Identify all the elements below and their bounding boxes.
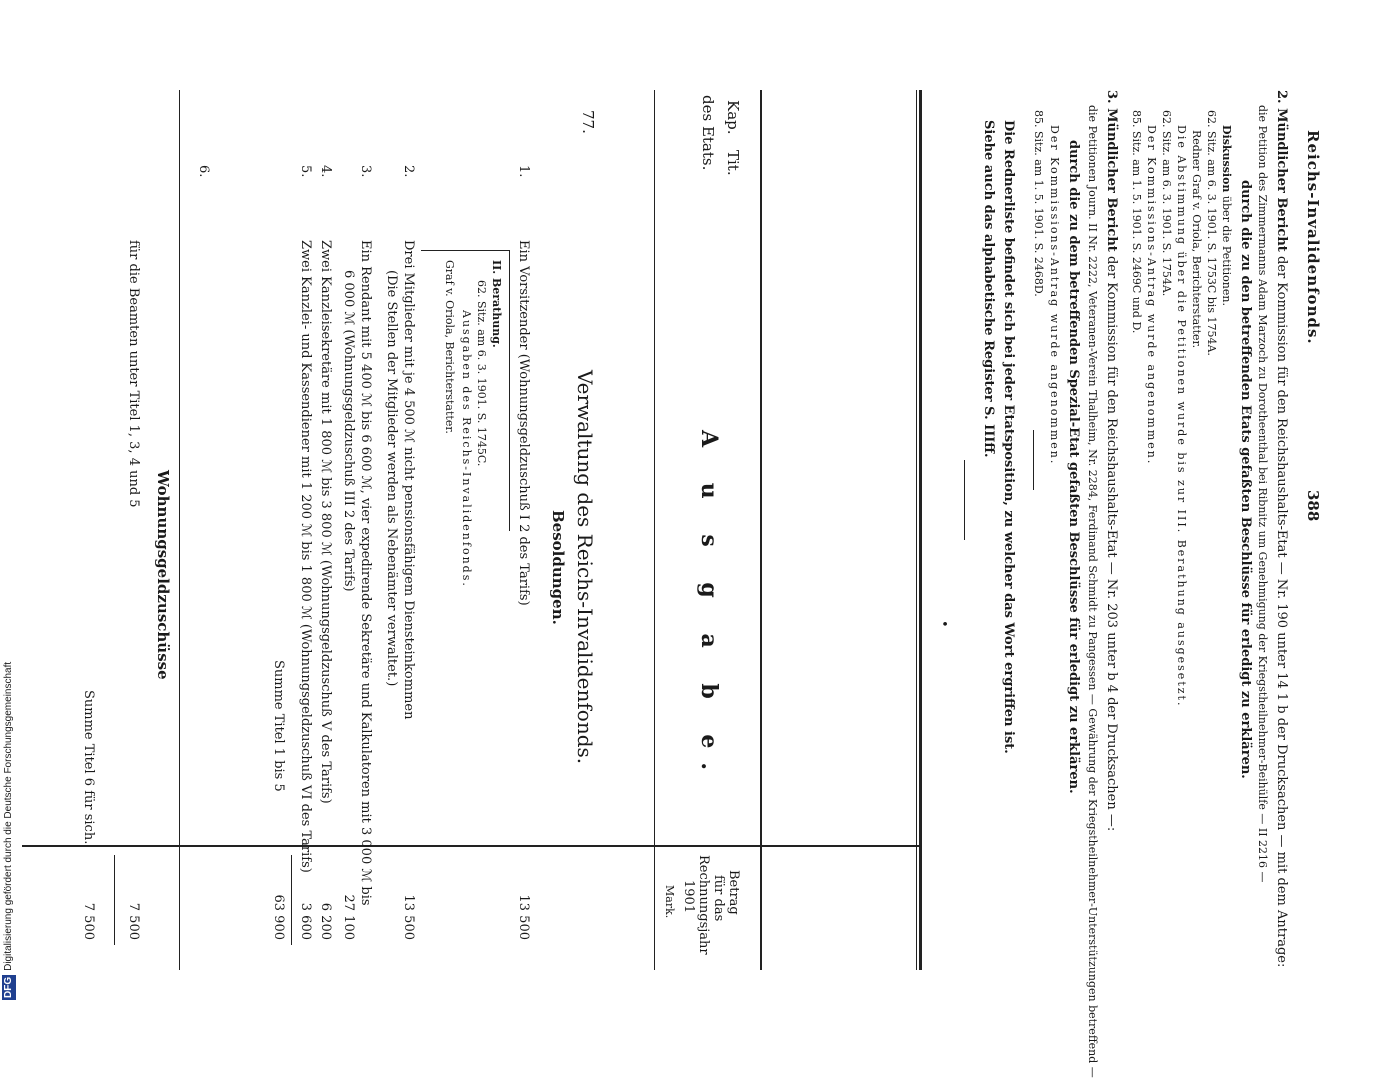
berathung-ausgaben: Ausgaben des Reichs-Invalidenfonds. [460, 310, 473, 588]
row6-tit: 6. [196, 165, 211, 178]
col-etat: des Etats. [699, 95, 717, 171]
berathung-berichterstatter: Graf v. Oriola, Berichterstatter. [443, 260, 456, 434]
item2-diskussion-label: Diskussion [1220, 125, 1233, 193]
table-header-rule-2 [654, 90, 655, 970]
row5-tit: 5. [298, 165, 313, 178]
divider-short [1033, 430, 1034, 490]
row2-text2: (Die Stellen der Mitglieder werden als Nebenämter verwaltet.) [384, 270, 399, 687]
sum6-label: Summe Titel 6 für sich. [81, 690, 96, 845]
item2-resolution: durch die zu den betreffenden Etats gefaßten Beschlüsse für erledigt zu erklären. [1238, 180, 1253, 779]
table-header-rule [760, 90, 762, 970]
table-row6-rule [179, 90, 180, 970]
row2-amount: 13 500 [401, 894, 416, 940]
row5-text: Zwei Kanzlei- und Kassendiener mit 1 200 ℳ bis 1 800 ℳ (Wohnungsgeldzuschuß VI des Tarifs) [298, 240, 313, 873]
col-amount-1: Betrag [726, 870, 741, 915]
col-kap: Kap. [724, 100, 742, 135]
subsection-besoldungen: Besoldungen. [549, 510, 567, 625]
item2-abstimmung: Die Abstimmung über die Petitionen wurde bis zur III. Berathung ausgesetzt. [1175, 125, 1188, 708]
row4-amount: 6 200 [318, 902, 333, 940]
sum6-rule [114, 855, 115, 945]
footer-text: Digitalisierung gefördert durch die Deutsche Forschungsgemeinschaft [3, 661, 14, 971]
row1-text: Ein Vorsitzender (Wohnungsgeldzuschuß I 2 des Tarifs) [516, 240, 531, 606]
row4-tit: 4. [318, 165, 333, 178]
table-top-rule-thin [916, 90, 917, 970]
sum1-label: Summe Titel 1 bis 5 [271, 660, 286, 792]
berathung-title: II. Berathung. [490, 260, 503, 348]
divider-medium [964, 460, 965, 540]
table-top-rule [919, 90, 922, 970]
row5-amount: 3 600 [298, 902, 313, 940]
item2-redner: Redner Graf v. Oriola, Berichterstatter. [1190, 130, 1203, 349]
sum1-rule [291, 855, 292, 945]
row4-text: Zwei Kanzleisekretäre mit 1 800 ℳ bis 3 800 ℳ (Wohnungsgeldzuschuß V des Tarifs) [318, 240, 333, 804]
item2-antrag: Der Kommissions-Antrag wurde angenommen. [1145, 125, 1158, 466]
item2-sitzung-85: 85. Sitz. am 1. 5. 1901. S. 2469C und D. [1130, 110, 1143, 334]
col-amount-3: Rechnungsjahr [696, 855, 711, 955]
chapter-number: 77. [579, 110, 597, 134]
dot-mark: • [936, 620, 951, 628]
item3-text: der Kommission für den Reichshaushalts-Etat — Nr. 203 unter b 4 der Drucksachen —: [1104, 255, 1119, 832]
sum1-amount: 63 900 [271, 894, 286, 940]
note-register: Siehe auch das alphabetische Register S. IIIff. [981, 120, 996, 458]
row6-amount: 7 500 [126, 902, 141, 940]
dfg-logo: DFG [3, 976, 14, 998]
item3-sitzung-85: 85. Sitz. am 1. 5. 1901. S. 2468D. [1032, 110, 1045, 297]
item2-diskussion [1221, 125, 1232, 306]
col-tit: Tit. [724, 150, 742, 176]
row6-text: für die Beamten unter Titel 1, 3, 4 und 5 [126, 240, 141, 508]
section-title: A u s g a b e. [696, 430, 722, 785]
item3-heading: 3. Mündlicher Bericht [1104, 90, 1119, 252]
running-title: Reichs-Invalidenfonds. [1304, 130, 1322, 345]
digitization-footer [2, 0, 16, 1000]
row3-tit: 3. [358, 165, 373, 178]
item3-resolution: durch die zu dem betreffenden Spezial-Etat gefaßten Beschlüsse für erledigt zu erklären. [1066, 140, 1081, 794]
row3-amount: 27 100 [341, 894, 356, 940]
item2-bericht [1275, 90, 1288, 967]
col-amount-4: 1901 [681, 880, 696, 914]
chapter-title: Verwaltung des Reichs-Invalidenfonds. [573, 370, 597, 765]
sum6-amount: 7 500 [81, 902, 96, 940]
col-amount-2: für das [711, 875, 726, 922]
item2-petition: die Petition des Zimmermanns Adam Marzoch zu Dorotheenthal bei Ribnitz um Genehmigung der Kriegstheilnehmer-Beihülfe — II 2216 — [1256, 105, 1269, 883]
note-rednerliste: Die Rednerliste befindet sich bei jeder Etatsposition, zu welcher das Wort ergriffen ist. [1001, 120, 1016, 754]
row3-text2: 6 000 ℳ (Wohnungsgeldzuschuß III 2 des Tarifs) [341, 270, 356, 592]
row3-text: Ein Rendant mit 5 400 ℳ bis 6 600 ℳ, vier expedirende Sekretäre und Kalkulatoren mit 3 000 ℳ bis [358, 240, 373, 906]
item3-petition: die Petitionen Journ. II Nr. 2222, Veteranen-Verein Thalheim, Nr. 2284, Ferdinand Schmidt zu Pangessen — Gewährung der Kriegstheilnehmer-Unterstützungen betreffend — [1086, 105, 1099, 1078]
item2-heading: 2. Mündlicher Bericht [1274, 90, 1289, 252]
item2-sitzung-62: 62. Sitz. am 6. 3. 1901. S. 1753C bis 1754A. [1205, 110, 1218, 356]
row1-tit: 1. [516, 165, 531, 178]
item3-bericht [1105, 90, 1118, 831]
row1-amount: 13 500 [516, 894, 531, 940]
page-number: 388 [1304, 490, 1322, 522]
row2-tit: 2. [401, 165, 416, 178]
row6-heading: Wohnungsgeldzuschüsse [154, 470, 172, 680]
table-amount-col-rule [22, 845, 922, 847]
item3-antrag: Der Kommissions-Antrag wurde angenommen. [1048, 125, 1061, 466]
berathung-sitzung: 62. Sitz. am 6. 3. 1901. S. 1745C. [475, 280, 488, 467]
item2-diskussion-rest: über die Petitionen. [1220, 192, 1233, 306]
row2-text: Drei Mitglieder mit je 4 500 ℳ nicht pensionsfähigem Diensteinkommen [401, 240, 416, 720]
item2-sitzung-62b: 62. Sitz. am 6. 3. 1901. S. 1754A. [1160, 110, 1173, 297]
col-unit: Mark. [663, 885, 676, 919]
item2-text: der Kommission für den Reichshaushalts-Etat — Nr. 190 unter 14 1 b der Drucksachen — mit dem Antrage: [1274, 255, 1289, 968]
